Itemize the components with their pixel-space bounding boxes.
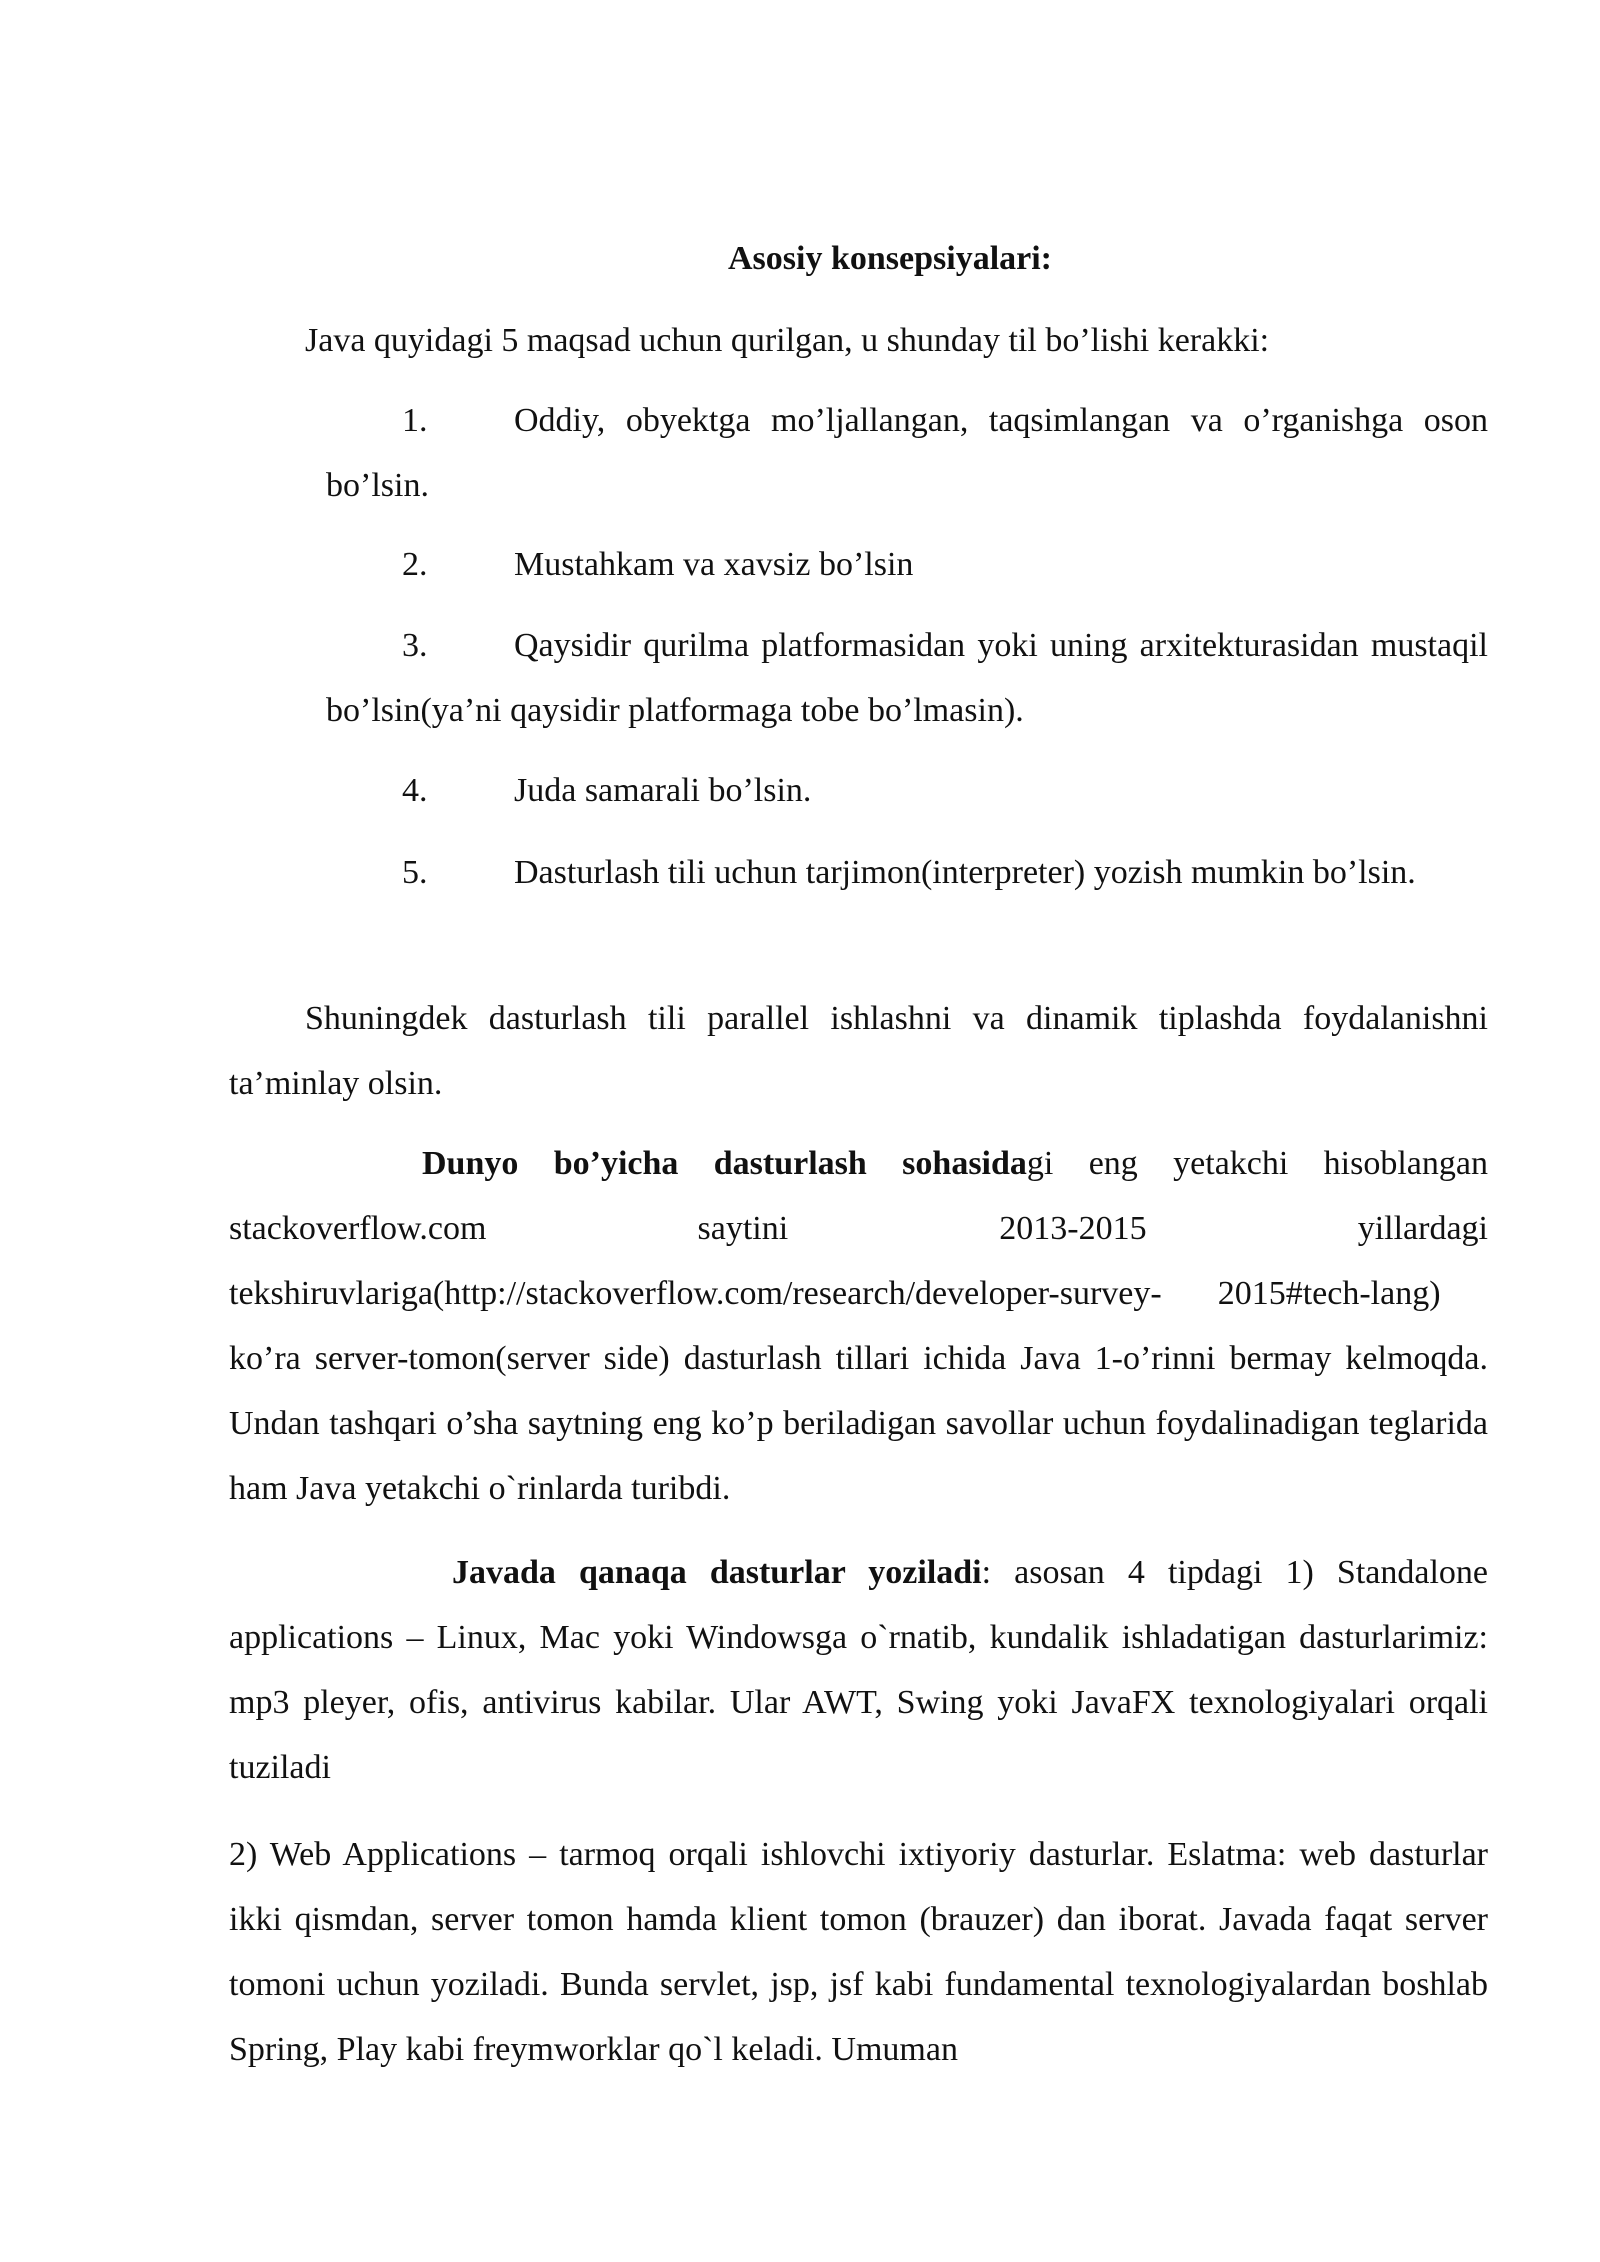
- list-item-text: Dasturlash tili uchun tarjimon(interpreter) yozish mumkin bo’lsin.: [514, 854, 1416, 891]
- list-item-text: Oddiy, obyektga mo’ljallangan, taqsimlangan va o’rganishga oson bo’lsin.: [326, 402, 1488, 504]
- list-item: [326, 758, 811, 823]
- list-item-text: Juda samarali bo’lsin.: [514, 772, 812, 809]
- list-item-text: Mustahkam va xavsiz bo’lsin: [514, 546, 914, 583]
- list-item-number: 5.: [402, 854, 428, 891]
- paragraph-heading-bold: Dunyo bo’yicha dasturlash sohasida: [422, 1145, 1027, 1182]
- list-item: [326, 388, 1488, 518]
- paragraph-body: gi eng yetakchi hisoblangan stackoverflow.com saytini 2013-2015 yillardagi tekshiruvlariga(http://stackoverflow.com/research/developer-survey-: [229, 1145, 1488, 1312]
- paragraph-parallel: Shuningdek dasturlash tili parallel ishlashni va dinamik tiplashda foydalanishni ta’minlay olsin.: [229, 1000, 1488, 1102]
- list-item-number: 3.: [402, 627, 428, 664]
- intro-paragraph: Java quyidagi 5 maqsad uchun qurilgan, u shunday til bo’lishi kerakki:: [305, 322, 1270, 359]
- paragraph-web-applications: 2) Web Applications – tarmoq orqali ishlovchi ixtiyoriy dasturlar. Eslatma: web dasturlar ikki qismdan, server tomon hamda klient tomon (brauzer) dan iborat. Javada faqat server tomoni uchun yoziladi. Bunda servlet, jsp, jsf kabi fundamental texnologiyalardan boshlab Spring, Play kabi freymworklar qo`l keladi. Umuman: [229, 1836, 1488, 2068]
- list-item-number: 1.: [402, 402, 428, 439]
- section-title: Asosiy konsepsiyalari:: [728, 240, 1052, 277]
- list-item: [326, 532, 913, 597]
- list-item: [326, 613, 1488, 743]
- paragraph-program-types: [229, 1540, 1488, 1800]
- list-item-number: 2.: [402, 546, 428, 583]
- list-item: [326, 840, 1488, 905]
- paragraph-heading-bold: Javada qanaqa dasturlar yoziladi: [452, 1554, 982, 1591]
- list-item-number: 4.: [402, 772, 428, 809]
- paragraph-body: : asosan 4 tipdagi 1) Standalone applications – Linux, Mac yoki Windowsga o`rnatib, kundalik ishladatigan dasturlarimiz: mp3 pleyer, ofis, antivirus kabilar. Ular AWT, Swing yoki JavaFX texnologiyalari orqali tuziladi: [229, 1554, 1488, 1786]
- paragraph-stackoverflow: [229, 1131, 1488, 1521]
- paragraph-body-cont: 2015#tech-lang) ko’ra server-tomon(server side) dasturlash tillari ichida Java 1-o’rinni bermay kelmoqda. Undan tashqari o’sha saytning eng ko’p beriladigan savollar uchun foydalinadigan teglarida ham Java yetakchi o`rinlarda turibdi.: [229, 1275, 1488, 1507]
- list-item-text: Qaysidir qurilma platformasidan yoki uning arxitekturasidan mustaqil bo’lsin(ya’ni qaysidir platformaga tobe bo’lmasin).: [326, 627, 1488, 729]
